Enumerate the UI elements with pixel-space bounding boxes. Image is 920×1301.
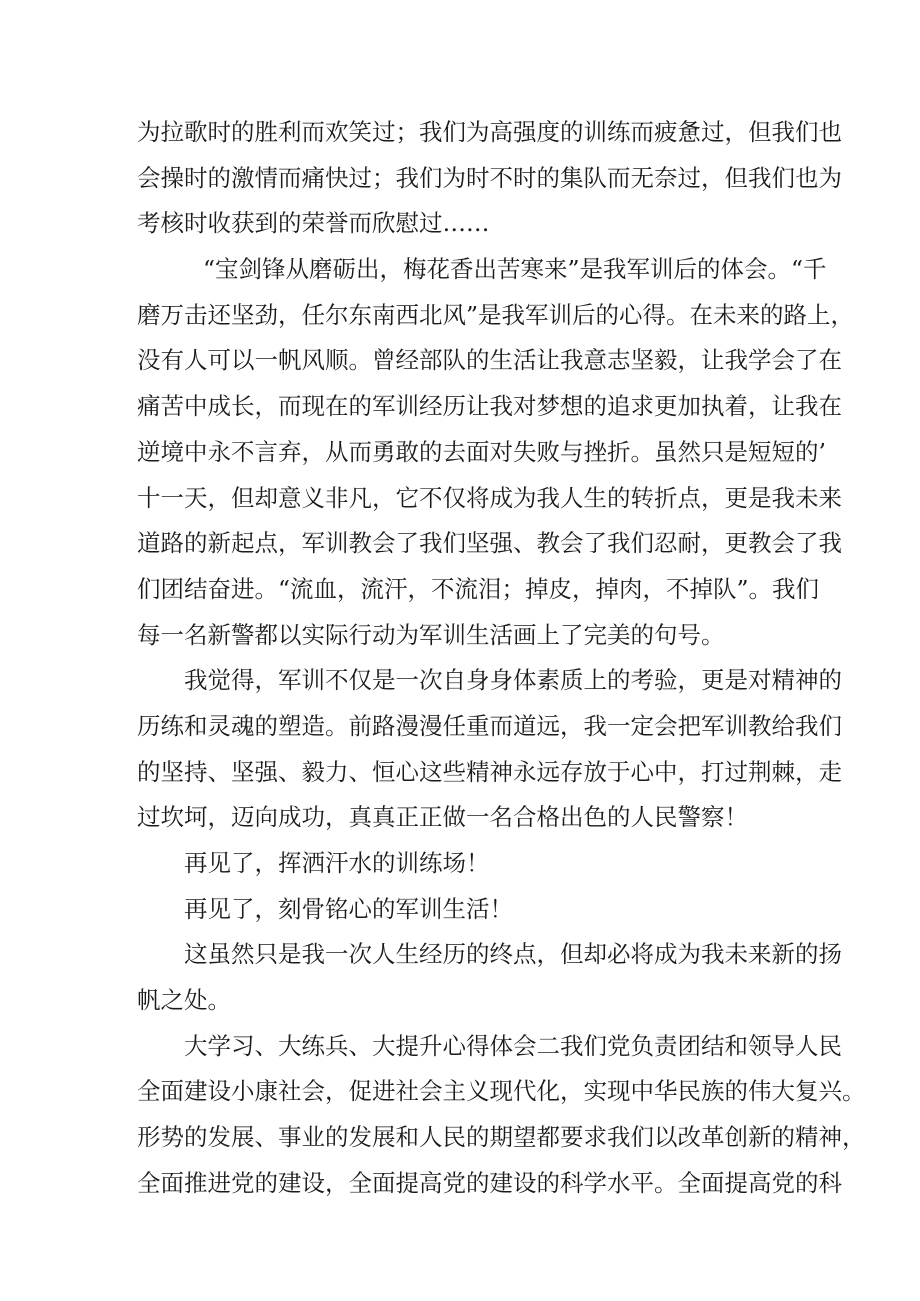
text-line: 帆之处。 <box>137 986 231 1015</box>
text-line: 全面推进党的建设，全面提高党的建设的科学水平。全面提高党的科 <box>137 1168 842 1197</box>
text-line: 会操时的激情而痛快过；我们为时不时的集队而无奈过，但我们也为 <box>137 163 842 192</box>
text-line: 全面建设小康社会，促进社会主义现代化，实现中华民族的伟大复兴。 <box>137 1077 866 1106</box>
text-line: 逆境中永不言弃，从而勇敢的去面对失败与挫折。虽然只是短短的’ <box>137 437 826 466</box>
text-line: 再见了，挥洒汗水的训练场！ <box>184 849 490 877</box>
text-line: 大学习、大练兵、大提升心得体会二我们党负责团结和领导人民 <box>184 1031 842 1060</box>
text-line: 过坎坷，迈向成功，真真正正做一名合格出色的人民警察！ <box>137 803 748 832</box>
text-line: 这虽然只是我一次人生经历的终点，但却必将成为我未来新的扬 <box>184 940 842 969</box>
text-line: 的坚持、坚强、毅力、恒心这些精神永远存放于心中，打过荆棘，走 <box>137 757 842 786</box>
text-line: 痛苦中成长，而现在的军训经历让我对梦想的追求更加执着，让我在 <box>137 392 842 421</box>
text-line: 为拉歌时的胜利而欢笑过；我们为高强度的训练而疲惫过，但我们也 <box>137 118 842 146</box>
document-body <box>137 110 866 1207</box>
text-line: 没有人可以一帆风顺。曾经部队的生活让我意志坚毅，让我学会了在 <box>137 346 842 375</box>
text-line: 我觉得，军训不仅是一次自身身体素质上的考验，更是对精神的 <box>184 666 842 695</box>
text-line: 们团结奋进。“流血，流汗，不流泪；掉皮，掉肉，不掉队”。我们 <box>137 574 820 603</box>
text-line: 形势的发展、事业的发展和人民的期望都要求我们以改革创新的精神， <box>137 1123 866 1152</box>
text-line: 历练和灵魂的塑造。前路漫漫任重而道远，我一定会把军训教给我们 <box>137 711 842 740</box>
text-line: 再见了，刻骨铭心的军训生活！ <box>184 894 513 923</box>
text-line: 道路的新起点，军训教会了我们坚强、教会了我们忍耐，更教会了我 <box>137 529 842 558</box>
text-line: “宝剑锋从磨砺出，梅花香出苦寒来”是我军训后的体会。“千 <box>203 255 827 284</box>
text-line: 每一名新警都以实际行动为军训生活画上了完美的句号。 <box>137 620 725 649</box>
text-line: 磨万击还坚劲，任尔东南西北风”是我军训后的心得。在未来的路上， <box>137 300 855 329</box>
text-line: 十一天，但却意义非凡，它不仅将成为我人生的转折点，更是我未来 <box>137 483 842 512</box>
text-line: 考核时收获到的荣誉而欣慰过…… <box>137 209 490 238</box>
